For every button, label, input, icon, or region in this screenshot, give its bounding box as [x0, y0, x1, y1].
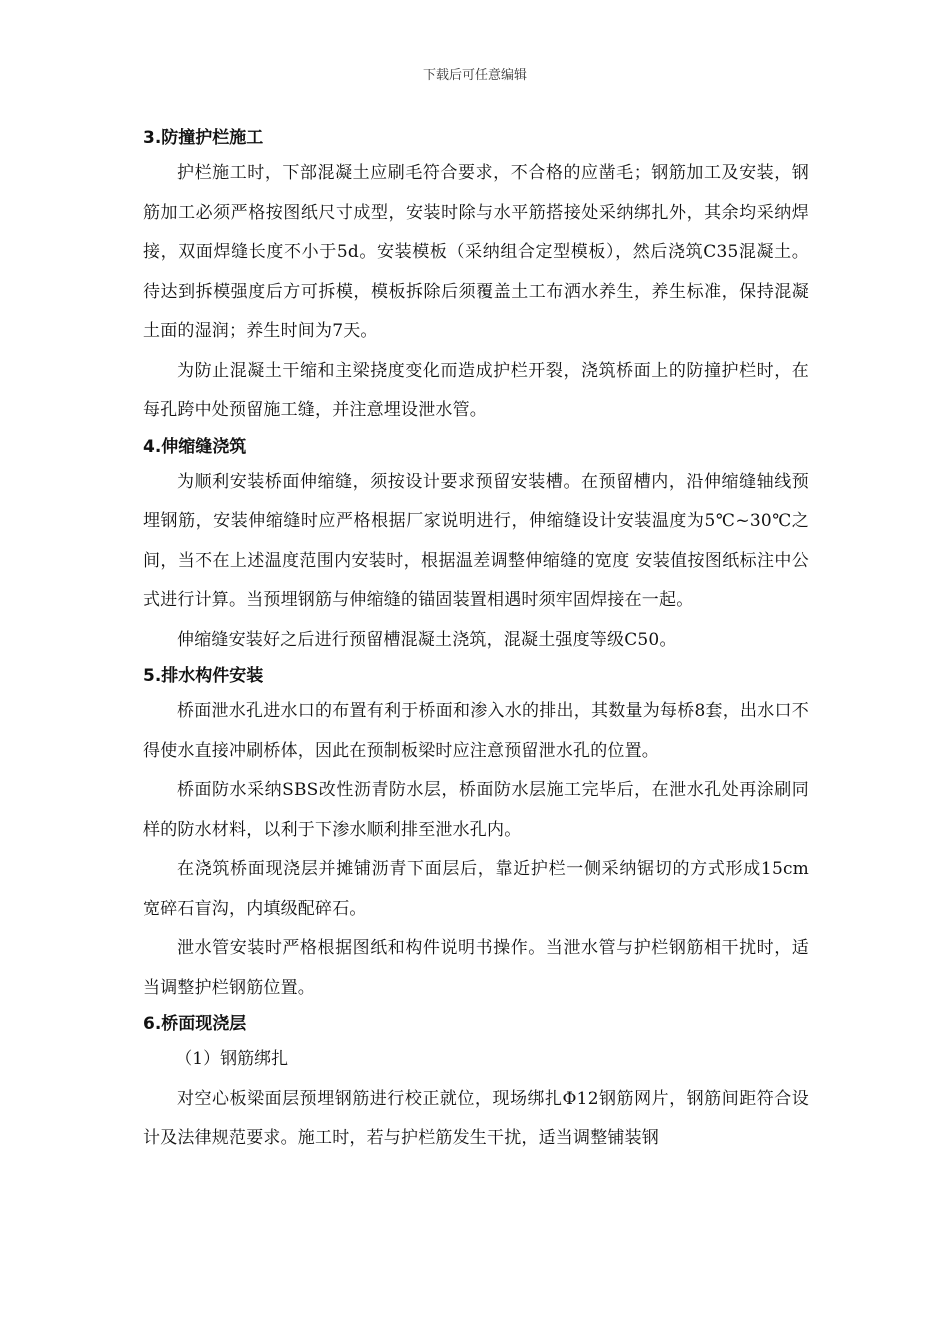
paragraph: 为顺利安装桥面伸缩缝，须按设计要求预留安装槽。在预留槽内，沿伸缩缝轴线预埋钢筋，安装伸缩缝时应严格根据厂家说明进行，伸缩缝设计安装温度为5℃~30℃之间，当不在上述温度范围内安装时，根据温差调整伸缩缝的宽度 安装值按图纸标注中公式进行计算。当预埋钢筋与伸缩缝的锚固装置相遇时须牢固焊接在一起。: [143, 471, 809, 610]
page-header: 下载后可任意编辑: [422, 68, 527, 83]
paragraph: 在浇筑桥面现浇层并摊铺沥青下面层后，靠近护栏一侧采纳锯切的方式形成15cm宽碎石盲沟，内填级配碎石。: [143, 859, 809, 919]
section-heading: 3.防撞护栏施工: [143, 128, 264, 148]
section-heading: 4.伸缩缝浇筑: [143, 436, 247, 457]
paragraph: 桥面防水采纳SBS改性沥青防水层，桥面防水层施工完毕后，在泄水孔处再涂刷同样的防水材料，以利于下渗水顺利排至泄水孔内。: [143, 780, 809, 840]
subsection-heading: （1）钢筋绑扎: [175, 1049, 289, 1069]
paragraph: 桥面泄水孔进水口的布置有利于桥面和渗入水的排出，其数量为每桥8套，出水口不得使水直接冲刷桥体，因此在预制板梁时应注意预留泄水孔的位置。: [143, 701, 809, 761]
section-heading: 6.桥面现浇层: [143, 1014, 247, 1034]
document-body: [143, 122, 809, 1159]
paragraph: 对空心板梁面层预埋钢筋进行校正就位，现场绑扎Φ12钢筋网片，钢筋间距符合设计及法律规范要求。施工时，若与护栏筋发生干扰，适当调整铺装钢: [143, 1088, 809, 1148]
section-drainage: [143, 660, 809, 1008]
section-deck-layer: [143, 1008, 809, 1159]
paragraph: 泄水管安装时严格根据图纸和构件说明书操作。当泄水管与护栏钢筋相干扰时，适当调整护栏钢筋位置。: [143, 938, 809, 998]
section-guardrail: [143, 122, 809, 431]
paragraph: 为防止混凝土干缩和主梁挠度变化而造成护栏开裂，浇筑桥面上的防撞护栏时，在每孔跨中处预留施工缝，并注意埋设泄水管。: [143, 360, 809, 420]
section-heading: 5.排水构件安装: [143, 666, 264, 686]
paragraph: 护栏施工时，下部混凝土应刷毛符合要求，不合格的应凿毛；钢筋加工及安装，钢筋加工必须严格按图纸尺寸成型，安装时除与水平筋搭接处采纳绑扎外，其余均采纳焊接，双面焊缝长度不小于5d。安装模板（采纳组合定型模板），然后浇筑C35混凝土。待达到拆模强度后方可拆模，模板拆除后须覆盖土工布洒水养生，养生标准，保持混凝土面的湿润；养生时间为7天。: [143, 163, 809, 341]
paragraph: 伸缩缝安装好之后进行预留槽混凝土浇筑，混凝土强度等级C50。: [177, 629, 677, 650]
section-expansion-joint: [143, 431, 809, 661]
